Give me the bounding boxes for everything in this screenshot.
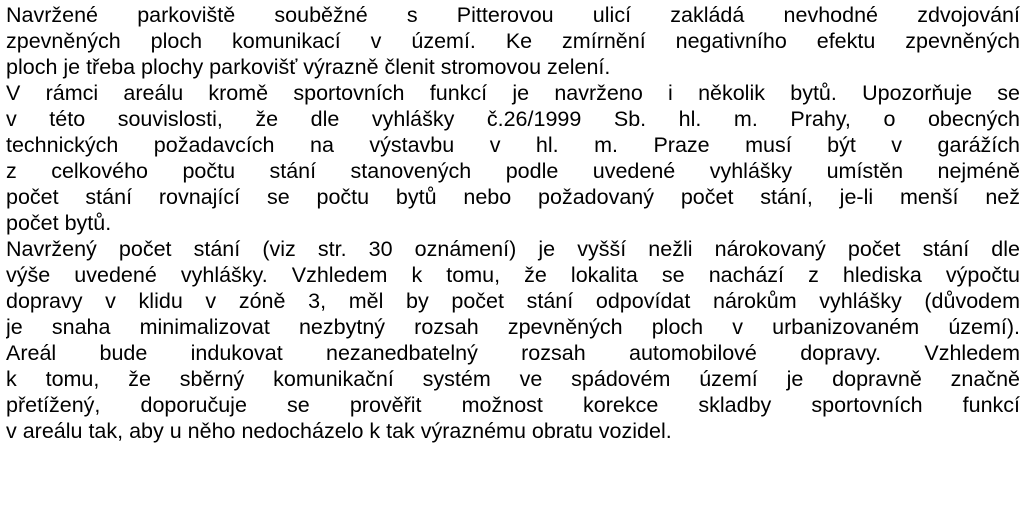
document-page xyxy=(6,0,1020,444)
text-line: Navržený počet stání (viz str. 30 oznámení) je vyšší nežli nárokovaný počet stání dle xyxy=(6,237,1020,261)
text-line: dopravy v klidu v zóně 3, měl by počet stání odpovídat nárokům vyhlášky (důvodem xyxy=(6,289,1020,313)
text-line: přetížený, doporučuje se prověřit možnost korekce skladby sportovních funkcí xyxy=(6,393,1020,417)
text-line: zpevněných ploch komunikací v území. Ke zmírnění negativního efektu zpevněných xyxy=(6,29,1020,53)
text-line: Navržené parkoviště souběžné s Pitterovou ulicí zakládá nevhodné zdvojování xyxy=(6,3,1020,27)
text-line: Areál bude indukovat nezanedbatelný rozsah automobilové dopravy. Vzhledem xyxy=(6,341,1020,365)
text-line: výše uvedené vyhlášky. Vzhledem k tomu, že lokalita se nachází z hlediska výpočtu xyxy=(6,263,1020,287)
text-line: počet stání rovnající se počtu bytů nebo požadovaný počet stání, je-li menší než xyxy=(6,185,1020,209)
text-line: je snaha minimalizovat nezbytný rozsah zpevněných ploch v urbanizovaném území). xyxy=(6,315,1020,339)
text-line: k tomu, že sběrný komunikační systém ve spádovém území je dopravně značně xyxy=(6,367,1020,391)
text-line: ploch je třeba plochy parkovišť výrazně členit stromovou zelení. xyxy=(6,55,611,79)
text-line: počet bytů. xyxy=(6,211,112,235)
text-line: V rámci areálu kromě sportovních funkcí je navrženo i několik bytů. Upozorňuje se xyxy=(6,81,1020,105)
text-line: technických požadavcích na výstavbu v hl. m. Praze musí být v garážích xyxy=(6,133,1020,157)
text-line: z celkového počtu stání stanovených podle uvedené vyhlášky umístěn nejméně xyxy=(6,159,1020,183)
text-line: v této souvislosti, že dle vyhlášky č.26/1999 Sb. hl. m. Prahy, o obecných xyxy=(6,107,1020,131)
text-line: v areálu tak, aby u něho nedocházelo k tak výraznému obratu vozidel. xyxy=(6,419,672,443)
